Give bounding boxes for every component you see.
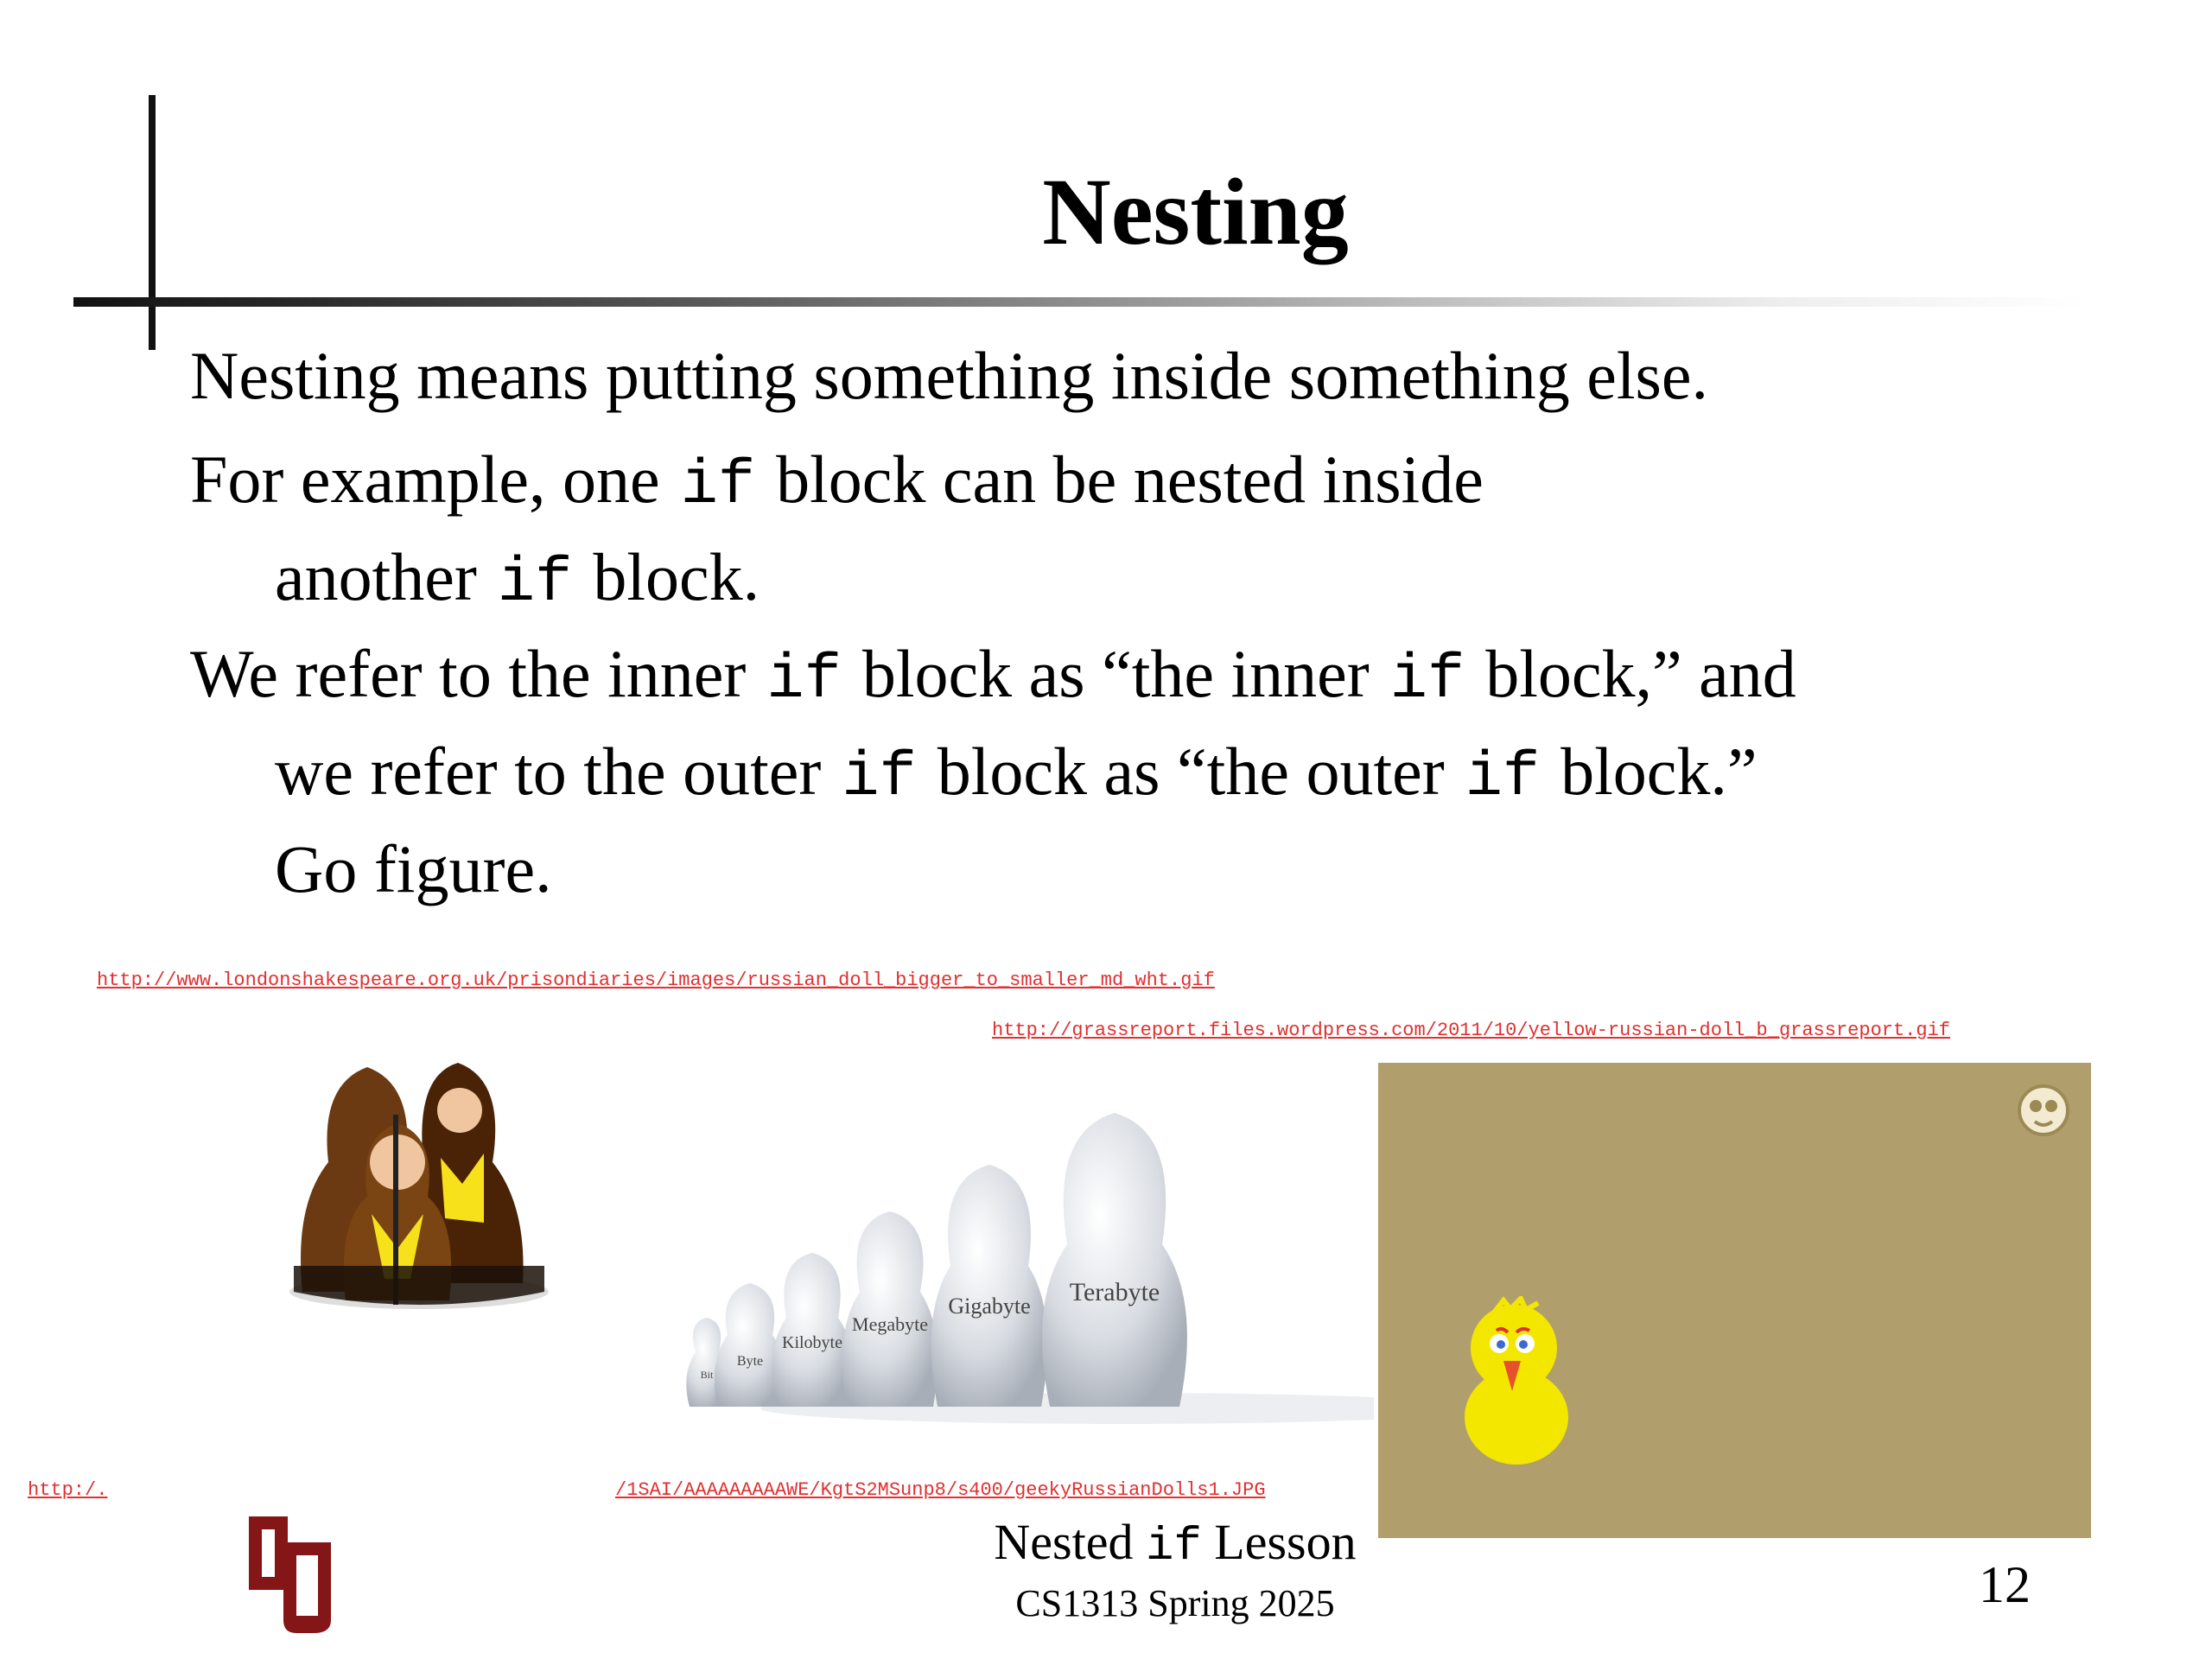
ou-logo <box>240 1508 340 1637</box>
geeky-dolls-source-link-right[interactable]: /1SAI/AAAAAAAAAWE/KgtS2MSunp8/s400/geekyRussianDolls1.JPG <box>615 1479 1266 1501</box>
bullet-2-text: block. <box>593 539 760 614</box>
doll-label: Kilobyte <box>782 1333 842 1352</box>
doll-gigabyte <box>931 1165 1048 1407</box>
doll-label: Terabyte <box>1069 1278 1160 1306</box>
doll-label: Gigabyte <box>948 1294 1031 1319</box>
doll-label: Megabyte <box>852 1313 928 1335</box>
bullet-3-code: if <box>1389 645 1465 715</box>
bullet-2-continuation <box>190 531 2126 629</box>
bullet-2-text: another <box>275 539 477 614</box>
panel-logo-icon <box>2013 1080 2074 1141</box>
title-horizontal-rule <box>73 297 2087 307</box>
bullet-3 <box>190 628 2126 914</box>
bullet-3-text: block.” <box>1560 734 1758 809</box>
bullet-1 <box>190 330 2126 421</box>
footer-text: Lesson <box>1214 1514 1357 1570</box>
footer-text: Nested <box>994 1514 1134 1570</box>
bullet-3-code: if <box>842 742 917 813</box>
slide-title: Nesting <box>1042 159 1349 264</box>
bullet-2-text: For example, one <box>190 442 660 517</box>
yellow-doll-source-link[interactable]: http://grassreport.files.wordpress.com/2011/10/yellow-russian-doll_b_grassreport.gif <box>992 1020 1950 1041</box>
bullet-3-text: We refer to the inner <box>190 636 747 711</box>
bullet-3-code: if <box>766 645 842 715</box>
geeky-dolls-source-link-left[interactable]: http:/. <box>28 1479 108 1501</box>
page-number: 12 <box>1979 1556 2031 1613</box>
footer-code: if <box>1145 1521 1202 1573</box>
bullet-2-code: if <box>497 548 573 619</box>
yellow-doll-image <box>1460 1296 1573 1469</box>
doll-label: Bit <box>700 1369 714 1381</box>
bullet-3-text: block as “the inner <box>861 636 1370 711</box>
bullet-3-text: we refer to the outer <box>275 734 822 809</box>
bullet-3-go-figure: Go figure. <box>275 831 552 906</box>
bullet-2 <box>190 434 2126 629</box>
bullet-3-continuation <box>190 726 2126 823</box>
bullet-2-code: if <box>680 450 756 521</box>
doll-megabyte <box>842 1211 938 1407</box>
doll-kilobyte <box>772 1253 853 1407</box>
russian-doll-source-link[interactable]: http://www.londonshakespeare.org.uk/prisondiaries/images/russian_doll_bigger_to_smaller_md_wht.gif <box>97 969 1215 991</box>
geeky-russian-dolls-image <box>674 1063 1469 1426</box>
bullet-3-text: block,” and <box>1485 636 1796 711</box>
bullet-2-text: block can be nested inside <box>776 442 1484 517</box>
doll-terabyte <box>1042 1113 1187 1407</box>
bullet-3-code: if <box>1465 742 1541 813</box>
doll-label: Byte <box>736 1354 764 1369</box>
bullet-1-text: Nesting means putting something inside something else. <box>190 338 1708 413</box>
footer-course: CS1313 Spring 2025 <box>1015 1582 1335 1624</box>
russian-doll-image <box>268 1033 562 1318</box>
bullet-3-text: block as “the outer <box>937 734 1445 809</box>
footer-lesson-title <box>950 1512 1400 1578</box>
